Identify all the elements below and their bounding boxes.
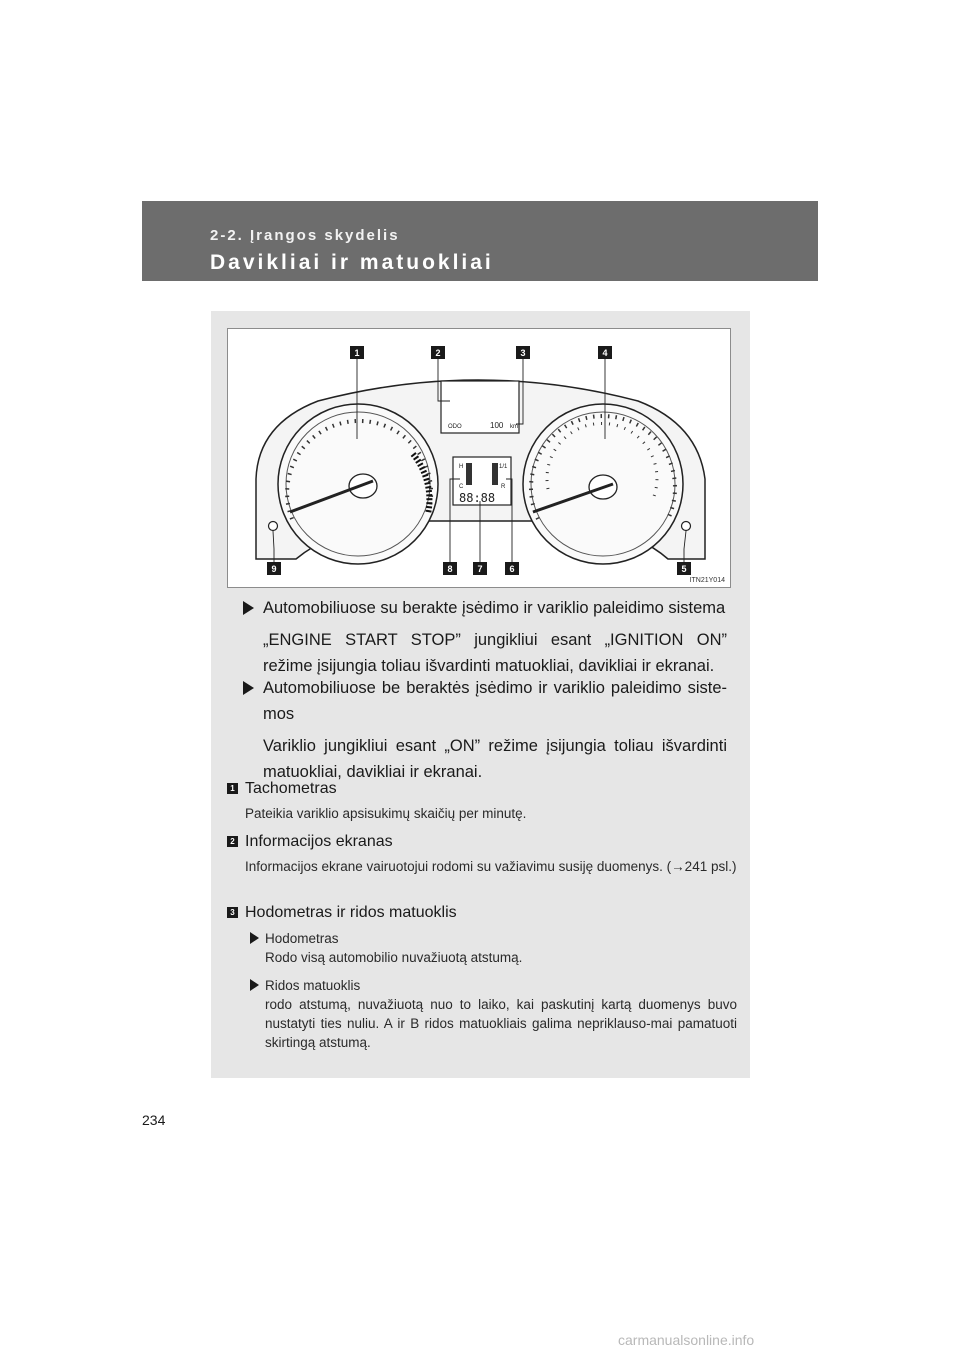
item-number: 2 [227, 836, 238, 847]
left-knob [269, 522, 278, 531]
page-number: 234 [142, 1112, 166, 1128]
temp-cold-label: C [459, 484, 464, 490]
sub-item-odometer [265, 929, 737, 967]
fuel-bars [492, 463, 498, 485]
svg-text:8: 8 [447, 564, 453, 574]
figure-code: ITN21Y014 [689, 577, 725, 584]
sub-item-trip-meter [265, 976, 737, 1052]
content-box [211, 311, 750, 1078]
item-description: Informacijos ekrane vairuotojui rodomi su važiavimu susiję duomenys. (→241 psl.) [245, 859, 737, 874]
bullet-heading: Automobiliuose be beraktės įsėdimo ir variklio paleidimo siste-mos [263, 679, 727, 723]
watermark: carmanualsonline.info [618, 1332, 755, 1348]
item-info-display [227, 833, 737, 876]
instrument-cluster-illustration [228, 329, 732, 589]
odometer-digits: 100 [490, 421, 504, 430]
item-number: 1 [227, 783, 238, 794]
sub-title: Ridos matuoklis [265, 978, 361, 993]
temp-bars [466, 463, 472, 485]
item-odometer [227, 904, 737, 1052]
sub-text: Rodo visą automobilio nuvažiuotą atstumą. [265, 950, 523, 965]
clock-digits: 88:88 [459, 491, 496, 505]
triangle-bullet-icon [243, 601, 254, 615]
instrument-cluster-figure [227, 328, 731, 588]
svg-text:5: 5 [681, 564, 687, 574]
bullet-text: Variklio jungikliui esant „ON” režime įsijungia toliau išvardinti matuokliai, davikliai ir ekranai. [263, 737, 727, 781]
svg-text:2: 2 [435, 348, 441, 358]
fuel-empty-label: R [501, 484, 506, 490]
svg-text:4: 4 [602, 348, 608, 358]
sub-text: rodo atstumą, nuvažiuotą nuo to laiko, kai paskutinį kartą duomenys buvo nustatyti ties nuliu. A ir B ridos matuokliais galima nepriklauso-mai pamatuoti skirtingą atstumą. [265, 997, 737, 1050]
item-description: Pateikia variklio apsisukimų skaičių per minutę. [245, 806, 527, 821]
svg-text:1: 1 [354, 348, 360, 358]
right-knob [682, 522, 691, 531]
bullet-no-smart-key [243, 675, 727, 785]
svg-text:6: 6 [509, 564, 515, 574]
svg-text:7: 7 [477, 564, 483, 574]
item-tachometer [227, 780, 737, 823]
km-label: km [510, 424, 518, 430]
item-number: 3 [227, 907, 238, 918]
section-header [142, 201, 818, 281]
sub-title: Hodometras [265, 931, 339, 946]
odo-label: ODO [448, 424, 462, 430]
svg-text:9: 9 [271, 564, 277, 574]
triangle-bullet-icon [250, 932, 259, 944]
bullet-heading: Automobiliuose su berakte įsėdimo ir variklio paleidimo sistema [263, 599, 726, 617]
fuel-full-label: 1/1 [499, 464, 508, 470]
section-label: 2-2. Įrangos skydelis [210, 227, 400, 244]
temp-hot-label: H [459, 464, 464, 470]
item-title: Hodometras ir ridos matuoklis [245, 904, 457, 921]
page-title: Davikliai ir matuokliai [210, 251, 494, 274]
item-title: Tachometras [245, 780, 337, 797]
triangle-bullet-icon [250, 979, 259, 991]
svg-text:3: 3 [520, 348, 526, 358]
item-title: Informacijos ekranas [245, 833, 393, 850]
bullet-text: „ENGINE START STOP” jungikliui esant „IGNITION ON” režime įsijungia toliau išvardinti matuokliai, davikliai ir ekranai. [263, 631, 727, 675]
triangle-bullet-icon [243, 681, 254, 695]
bullet-smart-key [243, 595, 727, 679]
